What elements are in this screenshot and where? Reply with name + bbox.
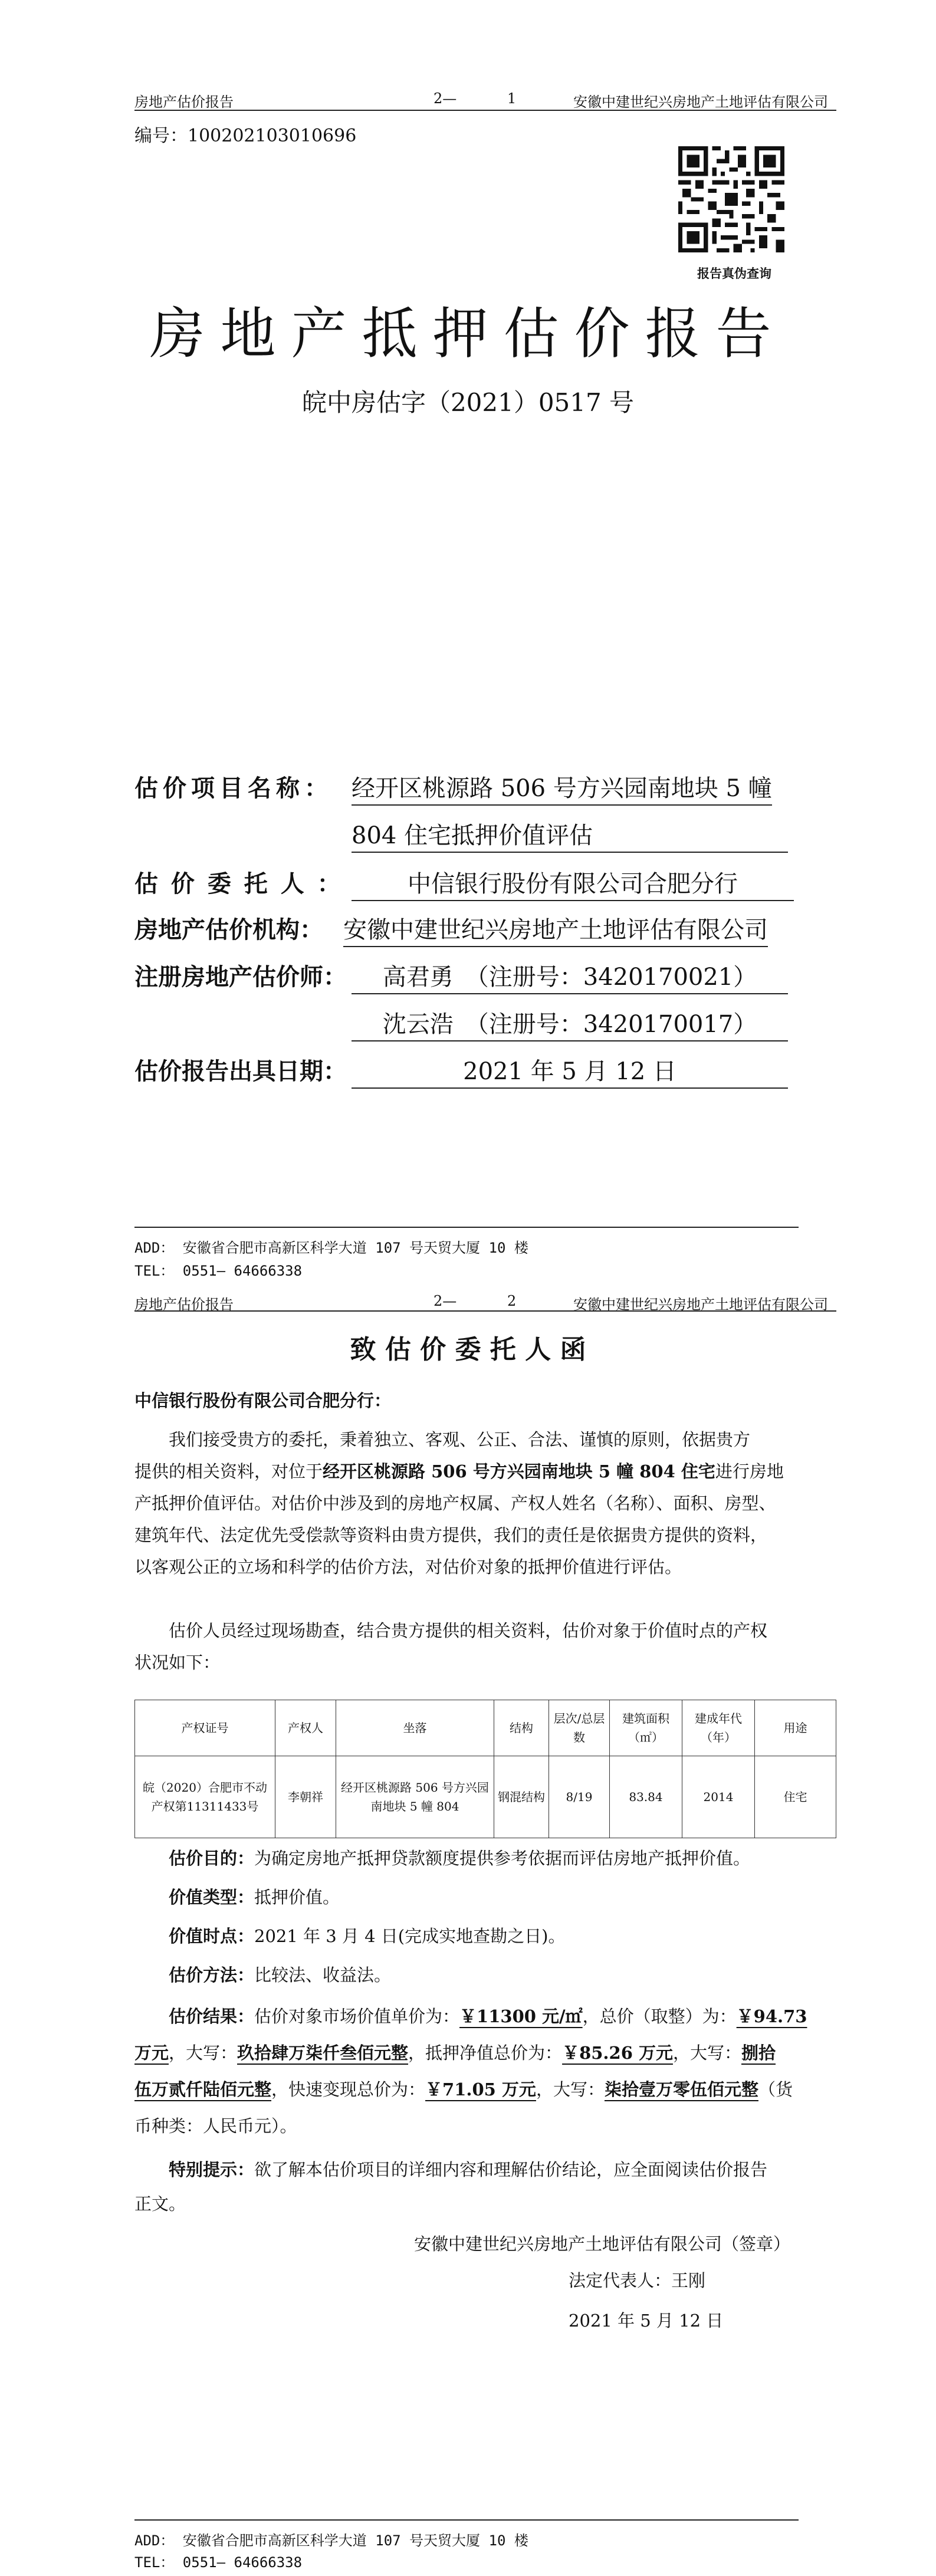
qr-code-icon <box>678 146 784 252</box>
net-value: ￥85.26 万元 <box>562 2043 673 2063</box>
value-type-label: 价值类型： <box>169 1887 255 1907</box>
purpose-label: 估价目的： <box>169 1848 255 1868</box>
result-line: 币种类：人民币元）。 <box>134 2116 297 2136</box>
net-value-uppercase: 捌拾 <box>741 2043 776 2063</box>
notice-line <box>134 2153 842 2187</box>
result-paragraph <box>134 1998 842 2144</box>
footer-address: ADD： 安徽省合肥市高新区科学大道 107 号天贸大厦 10 楼 <box>134 2532 528 2549</box>
intro-line: 建筑年代、法定优先受偿款等资料由贵方提供，我们的责任是依据贵方提供的资料， <box>134 1525 768 1545</box>
intro-text: 进行房地 <box>715 1461 784 1481</box>
header-rule <box>134 1310 836 1312</box>
property-table <box>134 1700 836 1838</box>
method-label: 估价方法： <box>169 1965 255 1985</box>
footer-telephone: TEL： 0551— 64666338 <box>134 1263 303 1279</box>
intro-line: 我们接受贵方的委托，秉着独立、客观、公正、合法、谨慎的原则，依据贵方 <box>169 1430 751 1450</box>
purpose-line <box>169 1842 750 1874</box>
method-text: 比较法、收益法。 <box>254 1965 392 1985</box>
intro-paragraph <box>134 1424 836 1583</box>
result-line <box>134 1998 842 2035</box>
header-rule <box>134 110 836 111</box>
project-name-label: 估价项目名称： <box>134 774 333 802</box>
intro-property-location: 经开区桃源路 506 号方兴园南地块 5 幢 804 住宅 <box>323 1461 715 1481</box>
client-value: 中信银行股份有限公司合肥分行 <box>352 865 794 901</box>
col-header-year: 建成年代（年） <box>682 1700 755 1756</box>
survey-line: 估价人员经过现场勘查，结合贵方提供的相关资料，估价对象于价值时点的产权 <box>169 1621 768 1641</box>
value-type-text: 抵押价值。 <box>254 1887 340 1907</box>
result-line <box>134 2035 842 2071</box>
letter-date: 2021 年 5 月 12 日 <box>569 2311 724 2331</box>
cell-owner: 李朝祥 <box>275 1756 336 1838</box>
result-text: ，大写： <box>169 2043 238 2063</box>
qr-caption: 报告真伪查询 <box>697 266 771 281</box>
survey-line: 状况如下： <box>134 1652 221 1673</box>
result-text: ，大写： <box>536 2079 605 2099</box>
issue-date-label: 估价报告出具日期： <box>134 1057 347 1085</box>
total-price: ￥94.73 <box>736 2006 807 2026</box>
value-time-text: 2021 年 3 月 4 日(完成实地查勘之日)。 <box>254 1926 566 1946</box>
result-text: ，大写： <box>672 2043 741 2063</box>
total-price-uppercase: 玖拾肆万柒仟叁佰元整 <box>237 2043 409 2063</box>
intro-line: 以客观公正的立场和科学的估价方法，对估价对象的抵押价值进行评估。 <box>134 1557 682 1577</box>
cell-area: 83.84 <box>610 1756 682 1838</box>
header-right: 安徽中建世纪兴房地产土地评估有限公司 <box>573 1296 828 1313</box>
col-header-usage: 用途 <box>755 1700 836 1756</box>
value-time-line <box>169 1920 565 1952</box>
client-label: 估 价 委 托 人 ： <box>134 870 343 898</box>
result-text: ，总价（取整）为： <box>582 2006 737 2026</box>
header-right: 安徽中建世纪兴房地产土地评估有限公司 <box>573 94 828 110</box>
header-page-prefix: 2— <box>433 1293 457 1309</box>
agency-value: 安徽中建世纪兴房地产土地评估有限公司 <box>343 911 768 947</box>
table-header-row <box>135 1700 836 1756</box>
header-left: 房地产估价报告 <box>134 1296 234 1313</box>
unit-price: ￥11300 元/㎡ <box>459 2006 583 2026</box>
result-line <box>134 2071 842 2108</box>
cell-cert: 皖（2020）合肥市不动产权第11311433号 <box>135 1756 275 1838</box>
notice-label: 特别提示： <box>169 2160 255 2180</box>
result-text: （货 <box>758 2079 793 2099</box>
total-price-unit: 万元 <box>134 2043 169 2063</box>
intro-line: 产抵押价值评估。对估价中涉及到的房地产权属、产权人姓名（名称）、面积、房型、 <box>134 1493 776 1513</box>
col-header-cert: 产权证号 <box>135 1700 275 1756</box>
col-header-owner: 产权人 <box>275 1700 336 1756</box>
quick-sale-value: ￥71.05 万元 <box>425 2079 536 2099</box>
cell-structure: 钢混结构 <box>494 1756 549 1838</box>
col-header-structure: 结构 <box>494 1700 549 1756</box>
appraiser-label: 注册房地产估价师： <box>134 963 347 991</box>
notice-line: 正文。 <box>134 2194 186 2214</box>
company-signature: 安徽中建世纪兴房地产土地评估有限公司（签章） <box>414 2234 791 2254</box>
header-page-number: 1 <box>507 90 517 107</box>
report-doc-number: 皖中房估字（2021）0517 号 <box>301 388 635 417</box>
intro-text: 提供的相关资料，对位于 <box>134 1461 323 1481</box>
legal-representative: 法定代表人：王刚 <box>569 2271 706 2291</box>
result-text: ，抵押净值总价为： <box>408 2043 563 2063</box>
survey-paragraph <box>134 1615 836 1678</box>
value-time-label: 价值时点： <box>169 1926 255 1946</box>
header-left: 房地产估价报告 <box>134 94 234 110</box>
appraiser-1: 高君勇 （注册号：3420170021） <box>352 958 788 994</box>
appraiser-2: 沈云浩 （注册号：3420170017） <box>352 1006 788 1041</box>
value-type-line <box>169 1881 340 1913</box>
agency-label: 房地产估价机构： <box>134 916 323 944</box>
col-header-location: 坐落 <box>336 1700 494 1756</box>
cell-usage: 住宅 <box>755 1756 836 1838</box>
intro-line <box>134 1455 836 1487</box>
issue-date-value: 2021 年 5 月 12 日 <box>352 1053 788 1089</box>
footer-rule <box>134 1227 799 1228</box>
serial-number: 编号：100202103010696 <box>134 126 357 146</box>
project-name-value-2: 804 住宅抵押价值评估 <box>352 817 788 853</box>
salutation: 中信银行股份有限公司合肥分行： <box>134 1391 392 1411</box>
result-text: ，快速变现总价为： <box>271 2079 426 2099</box>
table-row <box>135 1756 836 1838</box>
notice-text: 欲了解本估价项目的详细内容和理解估价结论，应全面阅读估价报告 <box>254 2160 768 2180</box>
purpose-text: 为确定房地产抵押贷款额度提供参考依据而评估房地产抵押价值。 <box>254 1848 751 1868</box>
cell-location: 经开区桃源路 506 号方兴园南地块 5 幢 804 <box>336 1756 494 1838</box>
col-header-floor: 层次/总层数 <box>549 1700 610 1756</box>
result-text: 估价对象市场价值单价为： <box>254 2006 460 2026</box>
cell-year: 2014 <box>682 1756 755 1838</box>
footer-address: ADD： 安徽省合肥市高新区科学大道 107 号天贸大厦 10 楼 <box>134 1240 528 1256</box>
notice-paragraph <box>134 2153 842 2221</box>
header-page-prefix: 2— <box>433 90 457 107</box>
project-name-value-1: 经开区桃源路 506 号方兴园南地块 5 幢 <box>352 770 772 806</box>
footer-telephone: TEL： 0551— 64666338 <box>134 2554 303 2571</box>
footer-rule <box>134 2519 799 2521</box>
net-value-uppercase-cont: 伍万贰仟陆佰元整 <box>134 2079 272 2099</box>
header-page-number: 2 <box>507 1293 517 1309</box>
col-header-area: 建筑面积（㎡） <box>610 1700 682 1756</box>
cell-floor: 8/19 <box>549 1756 610 1838</box>
letter-title: 致 估 价 委 托 人 函 <box>350 1335 586 1365</box>
quick-sale-uppercase: 柒拾壹万零伍佰元整 <box>604 2079 758 2099</box>
method-line <box>169 1959 391 1991</box>
result-label: 估价结果： <box>169 2006 255 2026</box>
report-title: 房地产抵押估价报告 <box>149 302 787 366</box>
